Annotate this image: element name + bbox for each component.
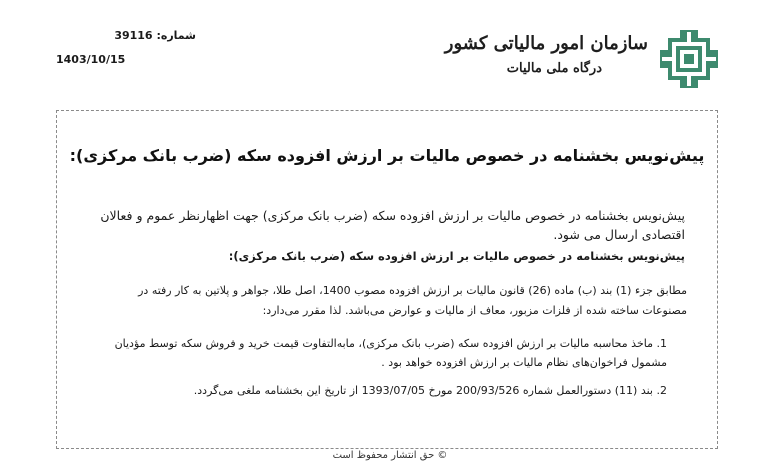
clause-2 — [95, 381, 667, 400]
copyright-notice: © حق انتشار محفوظ است — [332, 450, 448, 461]
clause-number: 1. — [656, 337, 667, 350]
document-body: مطابق جزء (1) بند (ب) ماده (26) قانون مالیات بر ارزش افزوده مصوب 1400، اصل طلا، جواهر و پلاتین به کار رفته در مصنوعات ساخته شده از فلزات مزبور، معاف از مالیات و عوارض می‌باشد. لذا مقرر می‌دارد: — [138, 284, 687, 317]
letter-date: 1403/10/15 — [56, 53, 126, 66]
document-intro: پیش‌نویس بخشنامه در خصوص مالیات بر ارزش افزوده سکه (ضرب بانک مرکزی) جهت اظهارنظر عموم و فعالان اقتصادی ارسال می شود. — [100, 208, 685, 242]
document-title: پیش‌نویس بخشنامه در خصوص مالیات بر ارزش افزوده سکه (ضرب بانک مرکزی): — [69, 146, 705, 165]
organization-subtitle: درگاه ملی مالیات — [506, 61, 602, 76]
clause-1 — [95, 334, 667, 372]
organization-name-block — [408, 30, 648, 80]
tax-organization-logo-icon — [658, 28, 720, 90]
clause-text: ماخذ محاسبه مالیات بر ارزش افزوده سکه (ضرب بانک مرکزی)، مابه‌التفاوت قیمت خرید و فروش سکه توسط مؤدیان مشمول فراخوان‌های نظام مالیات بر ارزش افزوده خواهد بود . — [114, 337, 667, 369]
document-subtitle: پیش‌نویس بخشنامه در خصوص مالیات بر ارزش افزوده سکه (ضرب بانک مرکزی): — [228, 249, 685, 263]
clause-text: بند (11) دستورالعمل شماره 200/93/526 مورخ 1393/07/05 از تاریخ این بخشنامه ملغی می‌گردد. — [193, 384, 653, 397]
letter-number — [56, 24, 196, 48]
organization-name: سازمان امور مالیاتی کشور — [444, 33, 648, 54]
letter-meta — [56, 24, 196, 72]
letter-number-value: 39116 — [114, 29, 153, 42]
letterhead — [0, 0, 780, 105]
document-frame — [56, 110, 718, 449]
letter-number-label: شماره: — [156, 29, 196, 42]
clause-number: 2. — [656, 384, 667, 397]
